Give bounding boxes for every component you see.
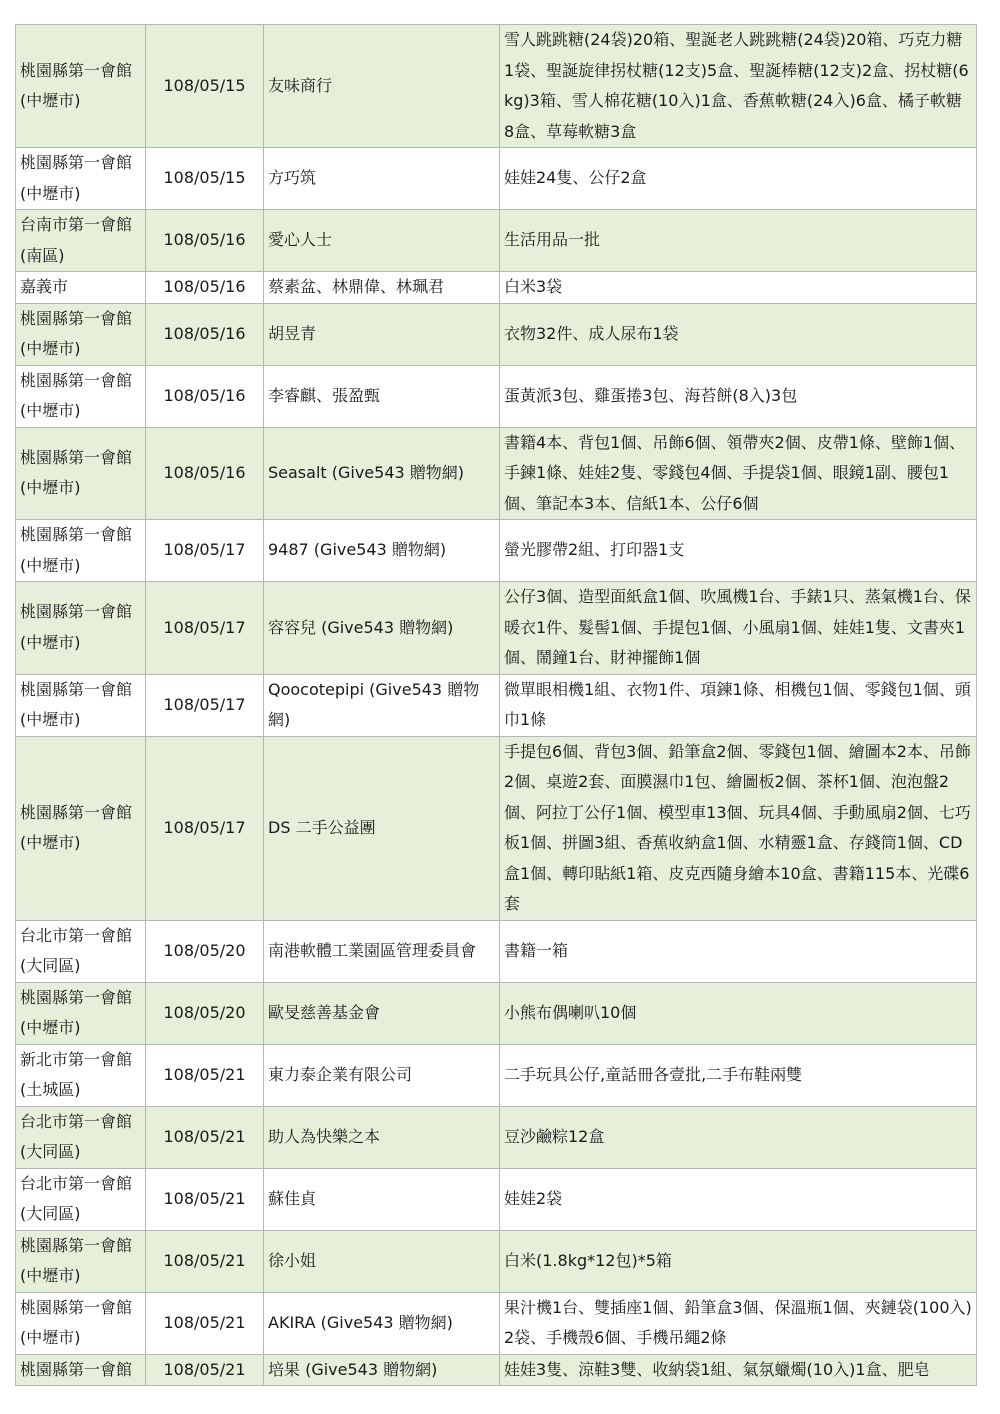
table-row: [16, 1106, 977, 1168]
items-cell: 雪人跳跳糖(24袋)20箱、聖誕老人跳跳糖(24袋)20箱、巧克力糖1袋、聖誕旋律拐杖糖(12支)5盒、聖誕棒糖(12支)2盒、拐杖糖(6kg)3箱、雪人棉花糖(10入)1盒、香蕉軟糖(24入)6盒、橘子軟糖8盒、草莓軟糖3盒: [500, 25, 977, 148]
donation-table-body: [16, 25, 977, 1386]
date-cell: 108/05/17: [146, 736, 264, 920]
table-row: [16, 365, 977, 427]
date-cell: 108/05/21: [146, 1044, 264, 1106]
table-row: [16, 982, 977, 1044]
branch-cell: 桃園縣第一會館(中壢市): [16, 25, 146, 148]
table-row: [16, 1354, 977, 1386]
date-cell: 108/05/16: [146, 272, 264, 304]
items-cell: 蛋黃派3包、雞蛋捲3包、海苔餅(8入)3包: [500, 365, 977, 427]
date-cell: 108/05/17: [146, 674, 264, 736]
donor-cell: 9487 (Give543 贈物網): [264, 520, 500, 582]
table-row: [16, 1292, 977, 1354]
donation-table: [15, 24, 977, 1386]
donor-cell: 培果 (Give543 贈物網): [264, 1354, 500, 1386]
donor-cell: 蘇佳貞: [264, 1168, 500, 1230]
donor-cell: 徐小姐: [264, 1230, 500, 1292]
date-cell: 108/05/17: [146, 582, 264, 675]
items-cell: 手提包6個、背包3個、鉛筆盒2個、零錢包1個、繪圖本2本、吊飾2個、桌遊2套、面膜濕巾1包、繪圖板2個、茶杯1個、泡泡盤2個、阿拉丁公仔1個、模型車13個、玩具4個、手動風扇2個、七巧板1個、拼圖3組、香蕉收納盒1個、水精靈1盒、存錢筒1個、CD盒1個、轉印貼紙1箱、皮克西隨身繪本10盒、書籍115本、光碟6套: [500, 736, 977, 920]
date-cell: 108/05/16: [146, 365, 264, 427]
date-cell: 108/05/21: [146, 1168, 264, 1230]
items-cell: 公仔3個、造型面紙盒1個、吹風機1台、手錶1只、蒸氣機1台、保暖衣1件、髮髻1個、手提包1個、小風扇1個、娃娃1隻、文書夾1個、鬧鐘1台、財神擺飾1個: [500, 582, 977, 675]
donor-cell: 歐旻慈善基金會: [264, 982, 500, 1044]
table-row: [16, 272, 977, 304]
table-row: [16, 1230, 977, 1292]
donor-cell: 容容兒 (Give543 贈物網): [264, 582, 500, 675]
items-cell: 二手玩具公仔,童話冊各壹批,二手布鞋兩雙: [500, 1044, 977, 1106]
table-row: [16, 1168, 977, 1230]
branch-cell: 桃園縣第一會館(中壢市): [16, 674, 146, 736]
donor-cell: 愛心人士: [264, 210, 500, 272]
date-cell: 108/05/21: [146, 1230, 264, 1292]
items-cell: 娃娃2袋: [500, 1168, 977, 1230]
branch-cell: 桃園縣第一會館(中壢市): [16, 1292, 146, 1354]
date-cell: 108/05/17: [146, 520, 264, 582]
branch-cell: 桃園縣第一會館(中壢市): [16, 148, 146, 210]
donor-cell: DS 二手公益團: [264, 736, 500, 920]
table-row: [16, 210, 977, 272]
donation-table-page: [15, 24, 976, 1386]
date-cell: 108/05/21: [146, 1106, 264, 1168]
items-cell: 生活用品一批: [500, 210, 977, 272]
branch-cell: 桃園縣第一會館: [16, 1354, 146, 1386]
table-row: [16, 1044, 977, 1106]
table-row: [16, 303, 977, 365]
branch-cell: 桃園縣第一會館(中壢市): [16, 365, 146, 427]
table-row: [16, 582, 977, 675]
table-row: [16, 25, 977, 148]
branch-cell: 桃園縣第一會館(中壢市): [16, 303, 146, 365]
branch-cell: 桃園縣第一會館(中壢市): [16, 1230, 146, 1292]
table-row: [16, 148, 977, 210]
date-cell: 108/05/15: [146, 148, 264, 210]
branch-cell: 嘉義市: [16, 272, 146, 304]
donor-cell: Seasalt (Give543 贈物網): [264, 427, 500, 520]
items-cell: 豆沙鹼粽12盒: [500, 1106, 977, 1168]
donor-cell: 蔡素盆、林鼎偉、林珮君: [264, 272, 500, 304]
table-row: [16, 520, 977, 582]
date-cell: 108/05/15: [146, 25, 264, 148]
table-row: [16, 736, 977, 920]
donor-cell: 助人為快樂之本: [264, 1106, 500, 1168]
table-row: [16, 920, 977, 982]
donor-cell: 友味商行: [264, 25, 500, 148]
branch-cell: 台南市第一會館(南區): [16, 210, 146, 272]
table-row: [16, 427, 977, 520]
date-cell: 108/05/20: [146, 982, 264, 1044]
items-cell: 書籍4本、背包1個、吊飾6個、領帶夾2個、皮帶1條、壁飾1個、手鍊1條、娃娃2隻、零錢包4個、手提袋1個、眼鏡1副、腰包1個、筆記本3本、信紙1本、公仔6個: [500, 427, 977, 520]
branch-cell: 桃園縣第一會館(中壢市): [16, 520, 146, 582]
date-cell: 108/05/16: [146, 427, 264, 520]
branch-cell: 桃園縣第一會館(中壢市): [16, 982, 146, 1044]
date-cell: 108/05/16: [146, 303, 264, 365]
branch-cell: 桃園縣第一會館(中壢市): [16, 427, 146, 520]
branch-cell: 新北市第一會館(土城區): [16, 1044, 146, 1106]
items-cell: 書籍一箱: [500, 920, 977, 982]
items-cell: 螢光膠帶2組、打印器1支: [500, 520, 977, 582]
donor-cell: 南港軟體工業園區管理委員會: [264, 920, 500, 982]
donor-cell: Qoocotepipi (Give543 贈物網): [264, 674, 500, 736]
branch-cell: 台北市第一會館(大同區): [16, 1168, 146, 1230]
date-cell: 108/05/20: [146, 920, 264, 982]
items-cell: 果汁機1台、雙插座1個、鉛筆盒3個、保溫瓶1個、夾鏈袋(100入)2袋、手機殼6個、手機吊繩2條: [500, 1292, 977, 1354]
date-cell: 108/05/16: [146, 210, 264, 272]
branch-cell: 桃園縣第一會館(中壢市): [16, 582, 146, 675]
items-cell: 衣物32件、成人尿布1袋: [500, 303, 977, 365]
table-row: [16, 674, 977, 736]
date-cell: 108/05/21: [146, 1354, 264, 1386]
donor-cell: 李睿麒、張盈甄: [264, 365, 500, 427]
items-cell: 娃娃3隻、涼鞋3雙、收納袋1組、氣氛蠟燭(10入)1盒、肥皂: [500, 1354, 977, 1386]
donor-cell: 胡昱青: [264, 303, 500, 365]
items-cell: 娃娃24隻、公仔2盒: [500, 148, 977, 210]
items-cell: 白米(1.8kg*12包)*5箱: [500, 1230, 977, 1292]
items-cell: 白米3袋: [500, 272, 977, 304]
items-cell: 微單眼相機1組、衣物1件、項鍊1條、相機包1個、零錢包1個、頭巾1條: [500, 674, 977, 736]
donor-cell: AKIRA (Give543 贈物網): [264, 1292, 500, 1354]
date-cell: 108/05/21: [146, 1292, 264, 1354]
donor-cell: 方巧筑: [264, 148, 500, 210]
donor-cell: 東力泰企業有限公司: [264, 1044, 500, 1106]
items-cell: 小熊布偶喇叭10個: [500, 982, 977, 1044]
branch-cell: 桃園縣第一會館(中壢市): [16, 736, 146, 920]
branch-cell: 台北市第一會館(大同區): [16, 1106, 146, 1168]
branch-cell: 台北市第一會館(大同區): [16, 920, 146, 982]
